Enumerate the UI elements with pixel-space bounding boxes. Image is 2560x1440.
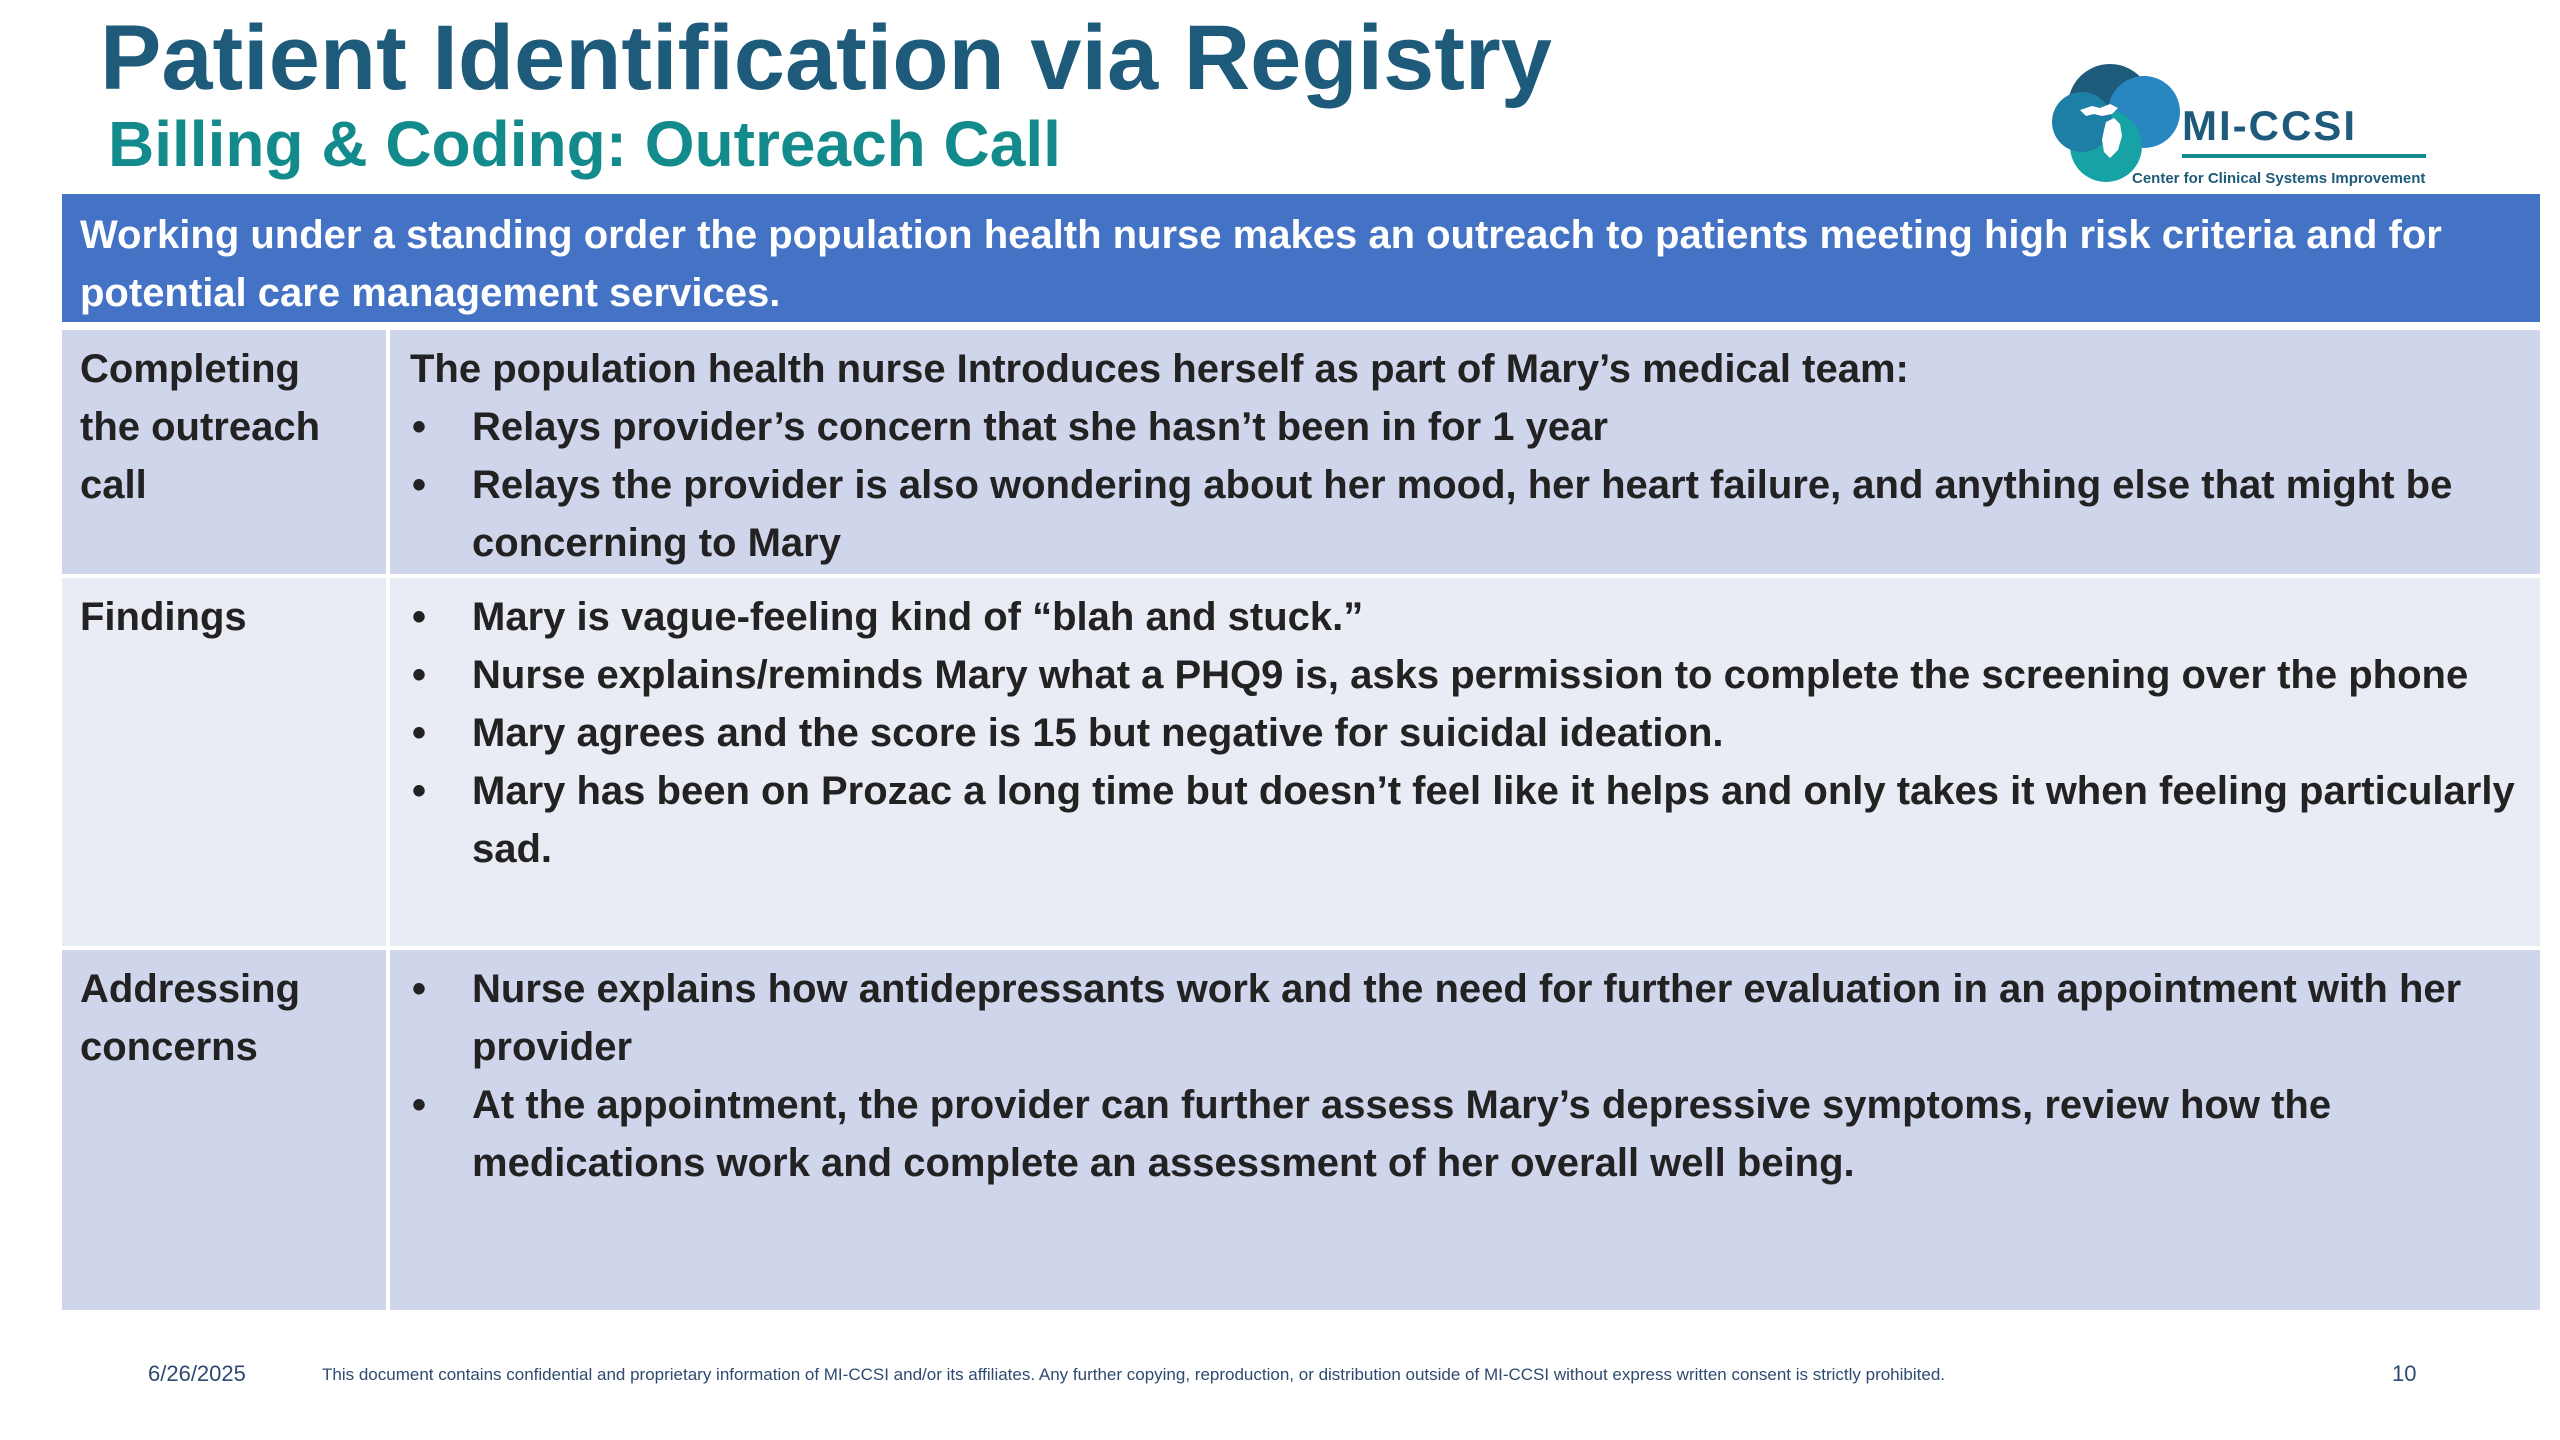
page-title: Patient Identification via Registry [100,7,1552,109]
row-label: Findings [62,578,390,946]
list-item: • Relays provider’s concern that she hasn’t been in for 1 year [410,398,2522,456]
row-content [390,950,2540,1310]
mi-ccsi-logo [2040,50,2460,200]
bullet-list [410,398,2522,572]
logo-underline [2182,154,2426,158]
list-item: • At the appointment, the provider can further assess Mary’s depressive symptoms, review how the medications work and complete an assessment of her overall well being. [410,1076,2522,1192]
list-item: • Mary agrees and the score is 15 but negative for suicidal ideation. [410,704,2522,762]
outreach-table [62,330,2540,1310]
footer-date: 6/26/2025 [148,1361,246,1386]
bullet-list [410,960,2522,1192]
page-number: 10 [2392,1361,2417,1386]
footer-confidentiality-notice: This document contains confidential and proprietary information of MI-CCSI and/or its affiliates. Any further copying, reproduction, or distribution outside of MI-CCSI without express written consent is strictly prohibited. [322,1365,1946,1384]
logo-name: MI-CCSI [2182,102,2357,149]
table-row-outreach [62,330,2540,578]
list-item: • Mary is vague-feeling kind of “blah and stuck.” [410,588,2522,646]
bullet-list [410,588,2522,878]
list-item: • Mary has been on Prozac a long time but doesn’t feel like it helps and only takes it when feeling particularly sad. [410,762,2522,878]
row-label: Completing the outreach call [62,330,390,574]
row-label: Addressing concerns [62,950,390,1310]
row-content [390,578,2540,946]
intro-banner: Working under a standing order the population health nurse makes an outreach to patients meeting high risk criteria and for potential care management services. [62,194,2540,322]
logo-tagline: Center for Clinical Systems Improvement [2132,170,2426,187]
row-intro: The population health nurse Introduces herself as part of Mary’s medical team: [410,347,1909,391]
list-item: • Nurse explains/reminds Mary what a PHQ9 is, asks permission to complete the screening over the phone [410,646,2522,704]
list-item: • Relays the provider is also wondering about her mood, her heart failure, and anything else that might be concerning to Mary [410,456,2522,572]
list-item: • Nurse explains how antidepressants work and the need for further evaluation in an appointment with her provider [410,960,2522,1076]
page-subtitle: Billing & Coding: Outreach Call [108,108,1061,180]
table-row-findings [62,578,2540,950]
row-content [390,330,2540,574]
table-row-concerns [62,950,2540,1310]
